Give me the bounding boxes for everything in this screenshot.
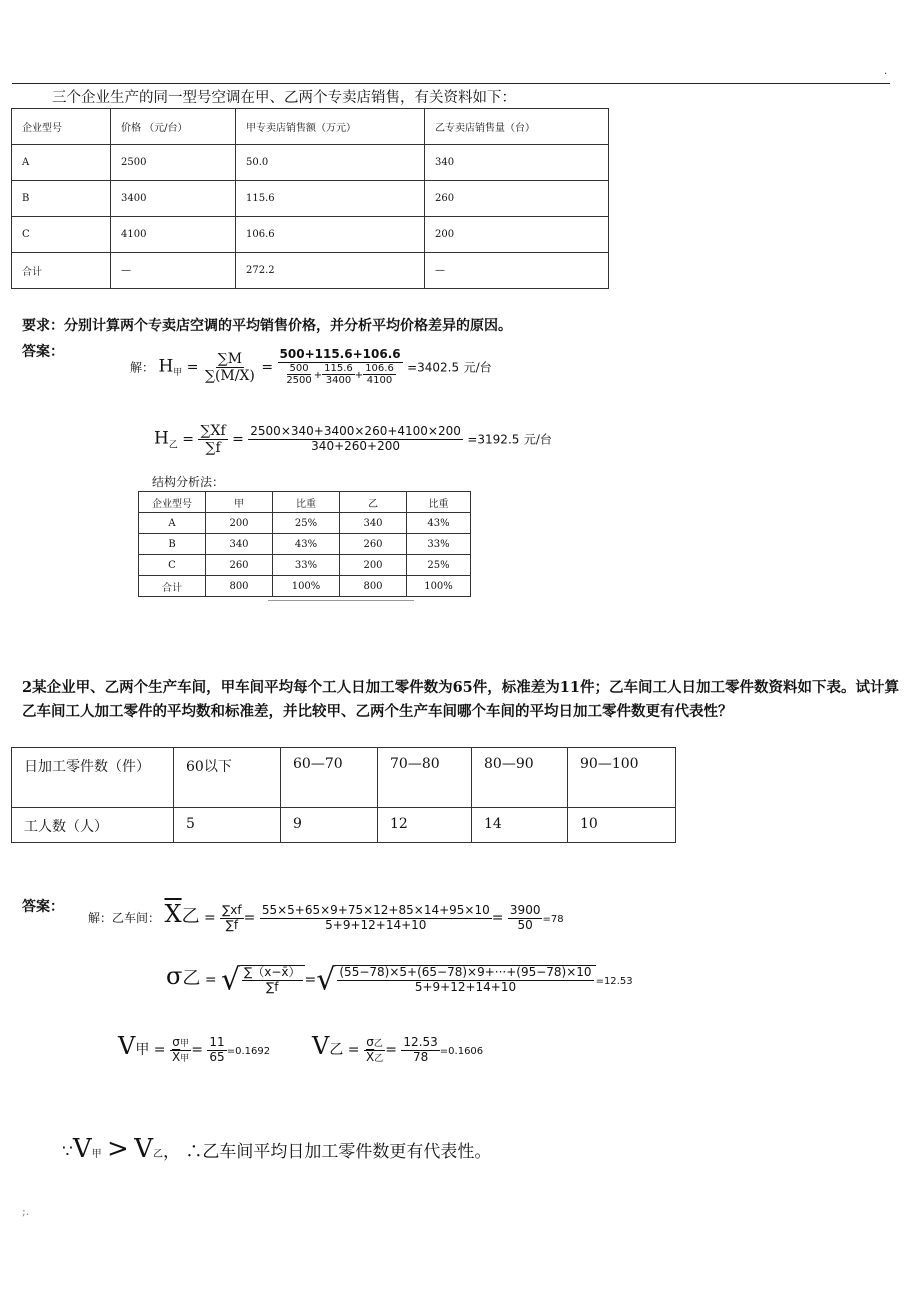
sub-yi: 乙	[329, 1042, 344, 1058]
structure-table	[138, 491, 471, 597]
table-cell: 200	[340, 555, 407, 576]
f2-result: =3192.5	[467, 432, 520, 447]
table-row	[139, 513, 471, 534]
jie-label: 解：	[130, 360, 155, 375]
sum-f: ∑f	[205, 440, 221, 457]
table-cell: 800	[340, 576, 407, 597]
table-cell: B	[139, 534, 206, 555]
q2-answer-label: 答案：	[22, 899, 64, 915]
table-cell: 260	[340, 534, 407, 555]
table-row	[12, 217, 609, 253]
formula-mean-yi: 解：乙车间： $\overline{X}$乙 = $\frac{\sum xf}{\sum f}$ = $\frac{55\times 5+65\times 9+75\times 12+85\times 14+95\times 10}{5+9+12+14+10}$ = $\frac{3900}{50}$ =78	[88, 900, 564, 932]
header-rule	[12, 83, 890, 84]
because-icon: ∵	[62, 1142, 73, 1162]
q2-data-table	[11, 747, 676, 843]
sd-result: =12.53	[595, 976, 633, 987]
formula-h-jia: 解： $H_甲$ = $\frac{\sum M}{\sum(M/X)}$ = 500+115.6+106.6 $\frac{500}{2500}$ + $\frac{115.6}{3400}$ + $\frac{106.6}{4100}$ =3402.5 元/台	[130, 347, 492, 387]
table-cell: 3400	[111, 181, 236, 217]
table-row	[139, 555, 471, 576]
table-header-cell: 企业型号	[139, 492, 206, 513]
table-cell: A	[139, 513, 206, 534]
f1-result: =3402.5	[407, 360, 460, 375]
table-header-row	[139, 492, 471, 513]
table-cell: 合计	[12, 253, 111, 289]
table-cell: 25%	[407, 555, 471, 576]
vjia-den: 65	[209, 1049, 225, 1064]
sigma-symbol: σ	[172, 1034, 180, 1049]
table-header-cell: 比重	[407, 492, 471, 513]
sub-jia: 甲	[179, 1038, 189, 1049]
f1-d1-d: 2500	[286, 375, 312, 387]
sd-numerator: (55−78)×5+(65−78)×9+···+(95−78)×10	[339, 965, 592, 980]
table-cell: 25%	[273, 513, 340, 534]
structure-label: 结构分析法：	[152, 475, 225, 489]
table-cell: 60—70	[281, 748, 378, 808]
h-symbol: H	[158, 356, 174, 377]
table-cell: 12	[378, 808, 472, 843]
table-row	[12, 253, 609, 289]
table-cell: 200	[425, 217, 609, 253]
formula-v-jia: V甲 = $\frac{\text{σ甲}}{\overline{X}甲}$ = $\frac{11}{65}$ =0.1692	[118, 1032, 271, 1064]
sum-xf: ∑Xf	[200, 423, 226, 439]
xbar-symbol: $\overline{X}$	[365, 1049, 375, 1064]
table-cell: 115.6	[236, 181, 425, 217]
conclusion-text: ∴乙车间平均日加工零件数更有代表性。	[185, 1142, 492, 1162]
table-header-cell: 甲	[206, 492, 273, 513]
footer-mark: ;.	[22, 1205, 30, 1218]
table-cell: 800	[206, 576, 273, 597]
f1-d3-d: 4100	[366, 375, 393, 387]
table-header-cell: 价格 （元/台）	[111, 109, 236, 145]
table-cell: C	[139, 555, 206, 576]
v-symbol: V	[118, 1032, 136, 1060]
underline-mark	[268, 600, 414, 601]
v-symbol: V	[312, 1032, 330, 1060]
top-mark: .	[884, 66, 888, 77]
table-cell: 272.2	[236, 253, 425, 289]
h-symbol: H	[154, 428, 169, 449]
table-row	[12, 808, 676, 843]
vyi-den: 78	[412, 1049, 429, 1064]
table-header-cell: 甲专卖店销售额（万元）	[236, 109, 425, 145]
f1-d2-d: 3400	[325, 375, 352, 387]
table-cell: 80—90	[472, 748, 568, 808]
f1-d3-n: 106.6	[365, 362, 394, 374]
table-cell: 50.0	[236, 145, 425, 181]
sub-yi: 乙	[374, 1053, 384, 1064]
sub-yi: 乙	[373, 1038, 383, 1049]
sigma-symbol: σ	[166, 962, 183, 990]
xbar-symbol: $\overline{X}$	[164, 900, 182, 928]
table-cell: —	[111, 253, 236, 289]
table-row-label: 日加工零件数（件）	[12, 748, 174, 808]
sum-f: ∑f	[225, 917, 239, 932]
table-cell: C	[12, 217, 111, 253]
sub-yi: 乙	[153, 1149, 163, 1160]
v-symbol: V	[72, 1134, 92, 1164]
unit-label: 元/台	[523, 432, 552, 447]
q2-question: 2某企业甲、乙两个生产车间，甲车间平均每个工人日加工零件数为65件，标准差为11件；乙车间工人日加工零件数资料如下表。试计算乙车间工人加工零件的平均数和标准差，并比较甲、乙两个生产车间哪个车间的平均日加工零件数更有代表性？	[22, 679, 899, 720]
sd-inner-num: ∑（x−x̄）	[244, 965, 301, 980]
table-cell: 60以下	[174, 748, 281, 808]
table-cell: —	[425, 253, 609, 289]
table-row	[12, 748, 676, 808]
sigma-symbol: σ	[366, 1034, 374, 1049]
sum-f: ∑f	[266, 980, 279, 994]
table-row	[12, 181, 609, 217]
table-cell: 260	[425, 181, 609, 217]
sqrt-icon: √	[316, 962, 336, 998]
table-cell: 9	[281, 808, 378, 843]
table-header-cell: 比重	[273, 492, 340, 513]
vjia-num: 11	[209, 1034, 225, 1049]
table-cell: 33%	[273, 555, 340, 576]
table-cell: 100%	[407, 576, 471, 597]
table-row	[12, 145, 609, 181]
vyi-num: 12.53	[403, 1034, 438, 1049]
sub-jia: 甲	[180, 1053, 190, 1064]
table-row	[139, 534, 471, 555]
formula-sd-yi: σ乙 = √ $\frac{\sum(x-x̄)}{\sum f}$ =√ $\frac{(55-78)\times 5+(65-78)\times 9+\cdot\cdot\cdot+(95-78)\times 10}{5+9+12+14+10}$ =12.53	[166, 962, 633, 998]
formula-v-yi: V乙 = $\frac{\text{σ乙}}{\overline{X}乙}$ = $\frac{12.53}{78}$ =0.1606	[312, 1032, 484, 1064]
formula-h-yi: $H_乙$ = $\frac{\sum Xf}{\sum f}$ = $\frac{2500\times 340+3400\times 260+4100\times 200}{340+260+200}$ =3192.5 元/台	[154, 423, 552, 457]
table-cell: 33%	[407, 534, 471, 555]
sum-m-over-x: ∑(M/X)	[204, 367, 255, 384]
table-cell: 340	[425, 145, 609, 181]
q1-data-table	[11, 108, 609, 289]
mean-denominator: 5+9+12+14+10	[325, 917, 427, 932]
f1-d1-n: 500	[289, 362, 309, 374]
table-header-cell: 乙专卖店销售量（台）	[425, 109, 609, 145]
sub-yi: 乙	[181, 906, 200, 927]
table-header-cell: 乙	[340, 492, 407, 513]
greater-than-icon: >	[107, 1134, 129, 1164]
conclusion: ∵V甲 > V乙， ∴乙车间平均日加工零件数更有代表性。	[62, 1134, 492, 1164]
sub-jia: 甲	[91, 1149, 102, 1160]
unit-label: 元/台	[463, 360, 492, 375]
table-cell: 100%	[273, 576, 340, 597]
sd-denominator: 5+9+12+14+10	[414, 980, 517, 994]
table-header-cell: 企业型号	[12, 109, 111, 145]
table-cell: 5	[174, 808, 281, 843]
sub-yi: 乙	[168, 440, 178, 451]
mean-frac-num: 3900	[509, 902, 541, 917]
sum-xf: ∑xf	[222, 902, 242, 917]
table-cell: 106.6	[236, 217, 425, 253]
f1-numerator: 500+115.6+106.6	[279, 347, 401, 361]
mean-frac-den: 50	[517, 917, 533, 932]
table-header-row	[12, 109, 609, 145]
v-symbol: V	[134, 1134, 153, 1164]
table-cell: 340	[206, 534, 273, 555]
f2-denominator: 340+260+200	[311, 439, 400, 454]
table-cell: 10	[568, 808, 676, 843]
table-cell: 340	[340, 513, 407, 534]
jie-label: 解：乙车间：	[88, 911, 161, 925]
f1-d2-n: 115.6	[324, 362, 353, 374]
q1-intro: 三个企业生产的同一型号空调在甲、乙两个专卖店销售，有关资料如下：	[52, 90, 516, 106]
vyi-result: =0.1606	[439, 1046, 484, 1057]
table-cell: B	[12, 181, 111, 217]
mean-result: =78	[542, 914, 564, 925]
table-cell: 260	[206, 555, 273, 576]
table-row	[139, 576, 471, 597]
mean-numerator: 55×5+65×9+75×12+85×14+95×10	[261, 902, 490, 917]
table-cell: 2500	[111, 145, 236, 181]
table-cell: 43%	[273, 534, 340, 555]
sub-jia: 甲	[135, 1042, 150, 1058]
table-cell: 4100	[111, 217, 236, 253]
q1-answer-label: 答案：	[22, 344, 64, 360]
vjia-result: =0.1692	[226, 1046, 271, 1057]
xbar-symbol: $\overline{X}$	[171, 1049, 181, 1064]
table-cell: 200	[206, 513, 273, 534]
sqrt-icon: √	[221, 962, 241, 998]
q1-requirement: 要求：分别计算两个专卖店空调的平均销售价格，并分析平均价格差异的原因。	[22, 318, 512, 334]
table-cell: A	[12, 145, 111, 181]
sub-jia: 甲	[173, 368, 183, 379]
table-cell: 43%	[407, 513, 471, 534]
f2-numerator: 2500×340+3400×260+4100×200	[250, 424, 461, 439]
table-cell: 14	[472, 808, 568, 843]
table-cell: 合计	[139, 576, 206, 597]
table-cell: 90—100	[568, 748, 676, 808]
table-row-label: 工人数（人）	[12, 808, 174, 843]
sub-yi: 乙	[182, 968, 201, 989]
table-cell: 70—80	[378, 748, 472, 808]
sum-m: ∑M	[217, 350, 243, 367]
